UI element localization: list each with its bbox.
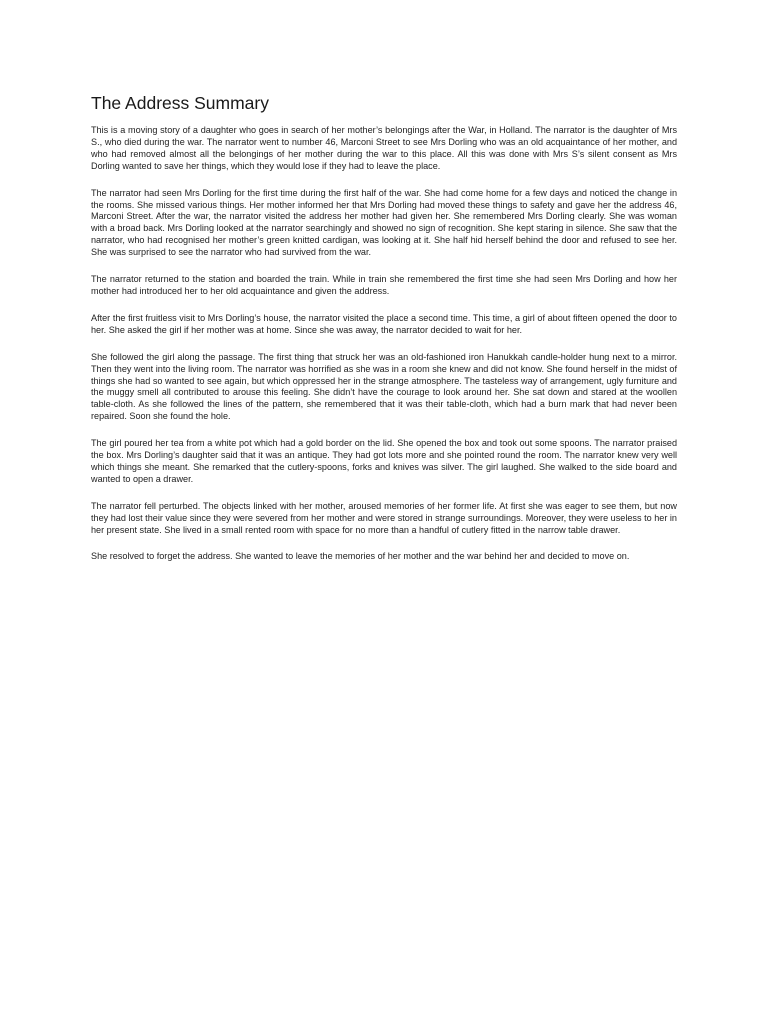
paragraph-living-room: She followed the girl along the passage. The first thing that struck her was an old-fashioned iron Hanukkah candle-holder hung next to a mirror. Then they went into the living room. The narrator was horrified as she was in a room she knew and did not know. She found herself in the midst of things she had so wanted to see again, but which oppressed her in the strange atmosphere. The tasteless way of arrangement, ugly furniture and the muggy smell all contributed to arouse this feeling. She didn’t have the courage to look around her. She sat down and stared at the woollen table-cloth. As she followed the lines of the pattern, she remembered that it was their table-cloth, which had a burn mark that had never been repaired. Soon she found the hole. — [91, 351, 677, 422]
paragraph-second-visit: After the first fruitless visit to Mrs Dorling’s house, the narrator visited the place a second time. This time, a girl of about fifteen opened the door to her. She asked the girl if her mother was at home. Since she was away, the narrator decided to wait for her. — [91, 312, 677, 335]
paragraph-tea: The girl poured her tea from a white pot which had a gold border on the lid. She opened the box and took out some spoons. The narrator praised the box. Mrs Dorling’s daughter said that it was an antique. They had got lots more and she pointed round the room. The narrator knew very well which things she meant. She remarked that the cutlery-spoons, forks and knives was silver. The girl laughed. She walked to the side board and wanted to open a drawer. — [91, 438, 677, 484]
paragraph-first-meeting: The narrator had seen Mrs Dorling for the first time during the first half of the war. She had come home for a few days and noticed the change in the rooms. She missed various things. Her mother informed her that Mrs Dorling had moved these things to safety and gave her the address 46, Marconi Street. After the war, the narrator visited the address her mother had given her. She remembered Mrs Dorling clearly. She was woman with a broad back. Mrs Dorling looked at the narrator searchingly and showed no sign of recognition. She kept staring in silence. She saw that the narrator, who had recognised her mother’s green knitted cardigan, was looking at it. She half hid herself behind the door and refused to see her. She was surprised to see the narrator who had survived from the war. — [91, 187, 677, 258]
paragraph-return-station: The narrator returned to the station and boarded the train. While in train she remembered the first time she had seen Mrs Dorling and how her mother had introduced her to her old acquaintance and given the address. — [91, 274, 677, 296]
paragraph-intro: This is a moving story of a daughter who goes in search of her mother’s belongings after the War, in Holland. The narrator is the daughter of Mrs S., who died during the war. The narrator went to number 46, Marconi Street to see Mrs Dorling who was an old acquaintance of her mother, and who had removed almost all the belongings of her mother during the war to this place. All this was done with Mrs S’s silent consent as Mrs Dorling wanted to save her things, which they would lose if they had to leave the place. — [91, 125, 677, 171]
paragraph-perturbed: The narrator fell perturbed. The objects linked with her mother, aroused memories of her former life. At first she was eager to see them, but now they had lost their value since they were severed from her mother and were stored in strange surroundings. Moreover, they were useless to her in her present state. She lived in a small rented room with space for no more than a handful of cutlery fitted in the narrow table drawer. — [91, 500, 677, 535]
document-page — [91, 92, 677, 578]
paragraph-conclusion: She resolved to forget the address. She wanted to leave the memories of her mother and the war behind her and decided to move on. — [91, 551, 630, 562]
document-title: The Address Summary — [91, 93, 269, 113]
